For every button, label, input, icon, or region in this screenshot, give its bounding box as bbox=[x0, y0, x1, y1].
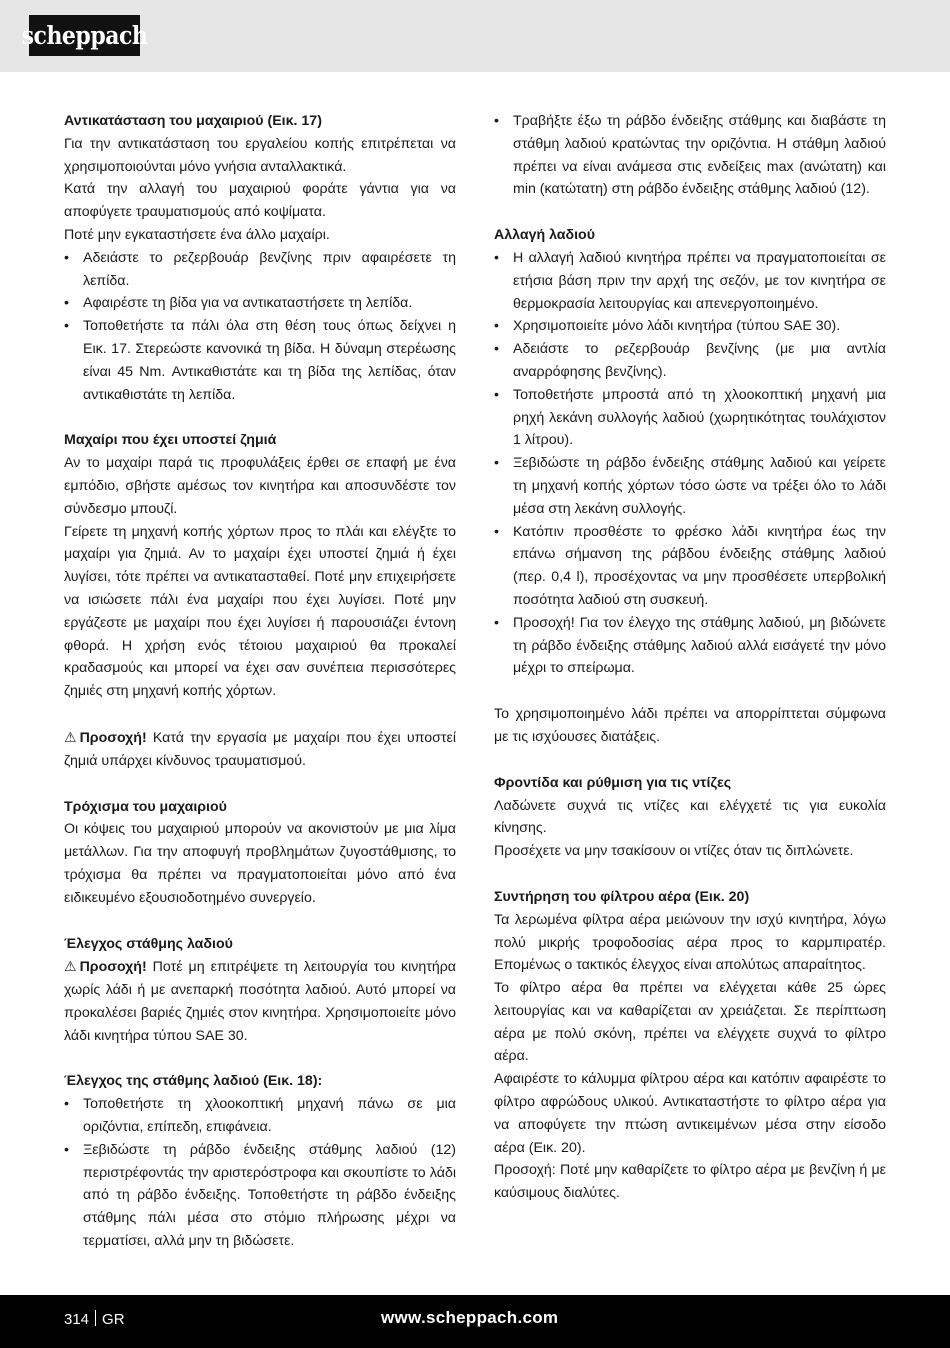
paragraph: Για την αντικατάσταση του εργαλείου κοπής επιτρέπεται να χρησιμοποιούνται μόνο γνήσια ανταλλακτικά. bbox=[64, 135, 456, 175]
list-item: • Η αλλαγή λαδιού κινητήρα πρέπει να πραγματοποιείται σε ετήσια βάση πριν την αρχή της σεζόν, με τον κινητήρα σε θερμοκρασία λειτουργίας και απενεργοποιημένο. bbox=[494, 247, 886, 315]
bullet-icon: • bbox=[494, 386, 499, 403]
bullet-list bbox=[494, 247, 886, 680]
list-item: • Αδειάστε το ρεζερβουάρ βενζίνης πριν αφαιρέσετε τη λεπίδα. bbox=[64, 247, 456, 293]
warning-triangle-icon: ⚠ bbox=[64, 728, 77, 745]
bullet-icon: • bbox=[494, 523, 499, 540]
list-item: • Κατόπιν προσθέστε το φρέσκο λάδι κινητήρα έως την επάνω σήμανση της ράβδου ένδειξης στάθμης λαδιού (περ. 0,4 l), προσέχοντας να μην προσθέσετε υπερβολική ποσότητα λαδιού στη συσκευή. bbox=[494, 521, 886, 612]
list-item: • Αδειάστε το ρεζερβουάρ βενζίνης (με μια αντλία αναρρόφησης βενζίνης). bbox=[494, 338, 886, 384]
list-item: • Ξεβιδώστε τη ράβδο ένδειξης στάθμης λαδιού και γείρετε τη μηχανή κοπής χόρτων τόσο ώστε να τρέξει όλο το λάδι μέσα στη λεκάνη συλλογής. bbox=[494, 452, 886, 520]
section-title-oil-level-check: Έλεγχος στάθμης λαδιού bbox=[64, 935, 233, 952]
website-link[interactable]: www.scheppach.com bbox=[381, 1308, 559, 1327]
paragraph: Ποτέ μην εγκαταστήσετε ένα άλλο μαχαίρι. bbox=[64, 226, 330, 243]
list-item: • Ξεβιδώστε τη ράβδο ένδειξης στάθμης λαδιού (12) περιστρέφοντάς την αριστερόστροφα και σκουπίστε το λάδι από τη ράβδο ένδειξης. Τοποθετήστε τη ράβδο ένδειξης στάθμης πάλι μέσα στο στόμιο πλήρωσης μέχρι να τερματίσει, αλλά μην τη βιδώσετε. bbox=[64, 1139, 456, 1253]
left-column bbox=[64, 110, 456, 1253]
paragraph: Τα λερωμένα φίλτρα αέρα μειώνουν την ισχύ κινητήρα, λόγω πολύ μικρής τροφοδοσίας αέρα προς το καρμπιρατέρ. Επομένως ο τακτικός έλεγχος είναι απολύτως απαραίτητος. bbox=[494, 911, 886, 974]
section-title-blade-replacement: Αντικατάσταση του μαχαιριού (Εικ. 17) bbox=[64, 113, 322, 129]
bullet-icon: • bbox=[64, 1141, 69, 1158]
paragraph: Γείρετε τη μηχανή κοπής χόρτων προς το πλάι και ελέγξτε το μαχαίρι για ζημιά. Αν το μαχαίρι έχει υποστεί ζημιά ή έχει λυγίσει, τότε πρέπει να αντικατασταθεί. Ποτέ μην επιχειρήσετε να ισιώσετε πάλι ένα μαχαίρι που έχει λυγίσει. Ποτέ μην εργάζεστε με μαχαίρι που έχει λυγίσει ή παρουσιάζει έντονη φθορά. Η χρήση ενός τέτοιου μαχαιριού θα προκαλεί κραδασμούς και μπορεί να έχει σαν συνέπεια περισσότερες ζημιές στη μηχανή κοπής χόρτων. bbox=[64, 523, 456, 700]
page-header bbox=[0, 0, 950, 72]
list-item: • Τοποθετήστε τη χλοοκοπτική μηχανή πάνω σε μια οριζόντια, επίπεδη, επιφάνεια. bbox=[64, 1093, 456, 1139]
bullet-list bbox=[64, 247, 456, 407]
bullet-list bbox=[64, 1093, 456, 1253]
section-title-air-filter: Συντήρηση του φίλτρου αέρα (Εικ. 20) bbox=[494, 888, 750, 905]
paragraph: Αφαιρέστε το κάλυμμα φίλτρου αέρα και κατόπιν αφαιρέστε το φίλτρο αφρώδους υλικού. Αντικαταστήστε το φίλτρο αέρα για να αποφύγετε την πτώση αντικειμένων μέσα στην είσοδο αέρα (Εικ. 20). bbox=[494, 1071, 886, 1156]
list-item: • Χρησιμοποιείτε μόνο λάδι κινητήρα (τύπου SAE 30). bbox=[494, 315, 886, 338]
separator bbox=[95, 1310, 96, 1326]
section-title-cable-care: Φροντίδα και ρύθμιση για τις ντίζες bbox=[494, 774, 732, 791]
bullet-icon: • bbox=[64, 318, 69, 335]
paragraph: Αν το μαχαίρι παρά τις προφυλάξεις έρθει σε επαφή με ένα εμπόδιο, σβήστε αμέσως τον κινητήρα και αποσυνδέστε τον σύνδεσμο μπουζί. bbox=[64, 455, 456, 517]
bullet-icon: • bbox=[494, 341, 499, 358]
list-item: • Προσοχή! Για τον έλεγχο της στάθμης λαδιού, μη βιδώνετε τη ράβδο ένδειξης στάθμης λαδιού αλλά εισάγετέ την μόνο μέχρι το σπείρωμα. bbox=[494, 612, 886, 680]
bullet-icon: • bbox=[64, 295, 69, 312]
warning-paragraph: ⚠ Προσοχή! Ποτέ μη επιτρέψετε τη λειτουργία του κινητήρα χωρίς λάδι ή με ανεπαρκή ποσότητα λαδιού. Αυτό μπορεί να προκαλέσει βαριές ζημιές στον κινητήρα. Χρησιμοποιείτε μόνο λάδι κινητήρα τύπου SAE 30. bbox=[64, 955, 456, 1047]
paragraph: Το φίλτρο αέρα θα πρέπει να ελέγχεται κάθε 25 ώρες λειτουργίας και να καθαρίζεται αν χρειάζεται. Σε περίπτωση αέρα με πολύ σκόνη, πρέπει να ελέγχετε συχνά το φίλτρο αέρα. bbox=[494, 980, 886, 1065]
section-title-oil-change: Αλλαγή λαδιού bbox=[494, 227, 595, 244]
bullet-icon: • bbox=[494, 318, 499, 335]
bullet-icon: • bbox=[64, 249, 69, 266]
section-title-damaged-blade: Μαχαίρι που έχει υποστεί ζημιά bbox=[64, 432, 277, 449]
list-item: • Τοποθετήστε τα πάλι όλα στη θέση τους όπως δείχνει η Εικ. 17. Στερεώστε κανονικά τη βίδα. Η δύναμη στερέωσης είναι 45 Nm. Αντικαθιστάτε και τη βίδα της λεπίδας, όταν αντικαθιστάτε τη λεπίδα. bbox=[64, 315, 456, 406]
bullet-list bbox=[494, 110, 886, 201]
paragraph: Το χρησιμοποιημένο λάδι πρέπει να απορρίπτεται σύμφωνα με τις ισχύουσες διατάξεις. bbox=[494, 706, 886, 745]
page-footer bbox=[0, 1295, 950, 1348]
bullet-icon: • bbox=[494, 614, 499, 631]
bullet-icon: • bbox=[494, 249, 499, 266]
list-item: • Αφαιρέστε τη βίδα για να αντικαταστήσετε τη λεπίδα. bbox=[64, 292, 456, 315]
bullet-icon: • bbox=[64, 1096, 69, 1113]
section-title-blade-sharpening: Τρόχισμα του μαχαιριού bbox=[64, 798, 227, 815]
paragraph: Οι κόψεις του μαχαιριού μπορούν να ακονιστούν με μια λίμα μετάλλων. Για την αποφυγή προβλημάτων ζυγοστάθμισης, το τρόχισμα θα πρέπει να πραγματοποιείται μόνο από ένα ειδικευμένο εξουσιοδοτημένο συνεργείο. bbox=[64, 821, 456, 906]
paragraph: Λαδώνετε συχνά τις ντίζες και ελέγχετέ τις για ευκολία κίνησης. bbox=[494, 797, 886, 837]
section-title-oil-level-fig18: Έλεγχος της στάθμης λαδιού (Εικ. 18): bbox=[64, 1073, 323, 1090]
bullet-icon: • bbox=[494, 455, 499, 472]
right-column bbox=[494, 110, 886, 1205]
paragraph: Κατά την αλλαγή του μαχαιριού φοράτε γάντια για να αποφύγετε τραυματισμούς από κοψίματα. bbox=[64, 181, 456, 221]
paragraph: Προσοχή: Ποτέ μην καθαρίζετε το φίλτρο αέρα με βενζίνη ή με καύσιμους διαλύτες. bbox=[494, 1162, 886, 1202]
list-item: • Τραβήξτε έξω τη ράβδο ένδειξης στάθμης και διαβάστε τη στάθμη λαδιού κρατώντας την οριζόντια. Η στάθμη λαδιού πρέπει να είναι ανάμεσα στις ενδείξεις max (ανώτατη) και min (κατώτατη) στη ράβδο ένδειξης στάθμης λαδιού (12). bbox=[494, 110, 886, 201]
bullet-icon: • bbox=[494, 113, 499, 129]
warning-paragraph: ⚠ Προσοχή! Κατά την εργασία με μαχαίρι που έχει υποστεί ζημιά υπάρχει κίνδυνος τραυματισμού. bbox=[64, 726, 456, 773]
scheppach-logo: scheppach bbox=[29, 15, 140, 56]
page-number: 314 GR bbox=[64, 1311, 125, 1328]
paragraph: Προσέχετε να μην τσακίσουν οι ντίζες όταν τις διπλώνετε. bbox=[494, 843, 854, 860]
warning-triangle-icon: ⚠ bbox=[64, 958, 77, 975]
list-item: • Τοποθετήστε μπροστά από τη χλοοκοπτική μηχανή μια ρηχή λεκάνη συλλογής λαδιού (χωρητικότητας τουλάχιστον 1 λίτρου). bbox=[494, 384, 886, 452]
language-code: GR bbox=[102, 1311, 125, 1328]
